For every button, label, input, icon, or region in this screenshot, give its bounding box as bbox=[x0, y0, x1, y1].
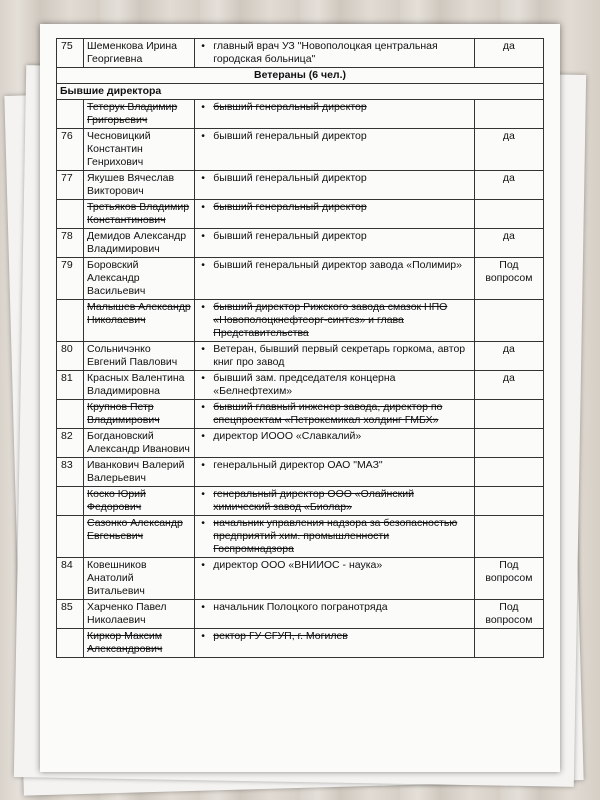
person-name: Демидов Александр Владимирович bbox=[87, 230, 187, 255]
subsection-row bbox=[57, 84, 544, 100]
row-number bbox=[57, 100, 84, 129]
invitation-status bbox=[474, 200, 543, 229]
invitation-status: да bbox=[474, 229, 543, 258]
invitation-status bbox=[474, 300, 543, 342]
person-name: Киркор Максим Александрович bbox=[87, 630, 163, 655]
position-cell bbox=[195, 229, 475, 258]
position-text: бывший генеральный директор bbox=[213, 230, 367, 242]
position-cell bbox=[195, 171, 475, 200]
position-cell bbox=[195, 487, 475, 516]
person-name-cell bbox=[84, 342, 195, 371]
bullet-icon: • bbox=[201, 259, 205, 271]
person-name: Третьяков Владимир Константинович bbox=[87, 201, 190, 226]
row-number: 78 bbox=[57, 229, 84, 258]
person-name-cell bbox=[84, 300, 195, 342]
bullet-item bbox=[198, 172, 471, 185]
invitation-status bbox=[474, 516, 543, 558]
position-text: генеральный директор ООО «Олайнский химический завод «Биолар» bbox=[213, 488, 414, 513]
bullet-icon: • bbox=[201, 201, 205, 213]
person-name-cell bbox=[84, 600, 195, 629]
position-text: бывший генеральный директор bbox=[213, 130, 367, 142]
position-cell bbox=[195, 458, 475, 487]
position-text: директор ООО «ВНИИОС - наука» bbox=[213, 559, 383, 571]
position-cell bbox=[195, 258, 475, 300]
section-title: Ветераны (6 чел.) bbox=[57, 68, 544, 84]
position-cell bbox=[195, 429, 475, 458]
person-name-cell bbox=[84, 200, 195, 229]
table-row bbox=[57, 371, 544, 400]
table-row bbox=[57, 229, 544, 258]
position-text: бывший генеральный директор завода «Полимир» bbox=[213, 259, 462, 271]
person-name: Богдановский Александр Иванович bbox=[87, 430, 190, 455]
invitation-status: да bbox=[474, 129, 543, 171]
guest-list-table bbox=[56, 38, 544, 658]
bullet-icon: • bbox=[201, 430, 205, 442]
person-name: Чесновицкий Константин Генрихович bbox=[87, 130, 151, 168]
position-cell bbox=[195, 400, 475, 429]
row-number: 79 bbox=[57, 258, 84, 300]
table-row bbox=[57, 429, 544, 458]
position-cell bbox=[195, 100, 475, 129]
bullet-icon: • bbox=[201, 301, 205, 313]
row-number: 82 bbox=[57, 429, 84, 458]
position-cell bbox=[195, 200, 475, 229]
invitation-status: да bbox=[474, 171, 543, 200]
bullet-item bbox=[198, 401, 471, 427]
table-row bbox=[57, 516, 544, 558]
row-number bbox=[57, 400, 84, 429]
bullet-item bbox=[198, 40, 471, 66]
table-row bbox=[57, 39, 544, 68]
person-name-cell bbox=[84, 458, 195, 487]
position-cell bbox=[195, 600, 475, 629]
row-number: 80 bbox=[57, 342, 84, 371]
invitation-status bbox=[474, 429, 543, 458]
table-row bbox=[57, 100, 544, 129]
invitation-status bbox=[474, 629, 543, 658]
invitation-status: Под вопросом bbox=[474, 258, 543, 300]
person-name: Ковешников Анатолий Витальевич bbox=[87, 559, 147, 597]
row-number bbox=[57, 516, 84, 558]
position-text: генеральный директор ОАО "МАЗ" bbox=[213, 459, 383, 471]
position-cell bbox=[195, 516, 475, 558]
table-row bbox=[57, 487, 544, 516]
bullet-item bbox=[198, 459, 471, 472]
person-name: Сазонко Александр Евгеньевич bbox=[87, 517, 183, 542]
person-name-cell bbox=[84, 229, 195, 258]
section-row bbox=[57, 68, 544, 84]
person-name-cell bbox=[84, 39, 195, 68]
bullet-item bbox=[198, 517, 471, 556]
invitation-status: да bbox=[474, 342, 543, 371]
bullet-item bbox=[198, 259, 471, 272]
position-text: главный врач УЗ "Новополоцкая центральная городская больница" bbox=[213, 40, 438, 65]
position-cell bbox=[195, 300, 475, 342]
person-name-cell bbox=[84, 171, 195, 200]
bullet-icon: • bbox=[201, 559, 205, 571]
table-row bbox=[57, 600, 544, 629]
person-name: Красных Валентина Владимировна bbox=[87, 372, 185, 397]
row-number: 81 bbox=[57, 371, 84, 400]
bullet-item bbox=[198, 559, 471, 572]
invitation-status: Под вопросом bbox=[474, 600, 543, 629]
bullet-item bbox=[198, 130, 471, 143]
person-name: Крупнов Петр Владимирович bbox=[87, 401, 160, 426]
position-text: бывший главный инженер завода, директор по спецпроектам «Петрокемикал холдинг ГМБХ» bbox=[213, 401, 443, 426]
bullet-item bbox=[198, 430, 471, 443]
table-row bbox=[57, 171, 544, 200]
table-row bbox=[57, 458, 544, 487]
row-number bbox=[57, 487, 84, 516]
bullet-icon: • bbox=[201, 401, 205, 413]
table-row bbox=[57, 400, 544, 429]
bullet-item bbox=[198, 301, 471, 340]
position-text: бывший генеральный директор bbox=[213, 172, 367, 184]
bullet-item bbox=[198, 101, 471, 114]
row-number: 84 bbox=[57, 558, 84, 600]
position-cell bbox=[195, 129, 475, 171]
person-name-cell bbox=[84, 100, 195, 129]
person-name-cell bbox=[84, 516, 195, 558]
bullet-icon: • bbox=[201, 343, 205, 355]
position-cell bbox=[195, 558, 475, 600]
row-number: 85 bbox=[57, 600, 84, 629]
row-number bbox=[57, 200, 84, 229]
person-name-cell bbox=[84, 558, 195, 600]
document-page bbox=[40, 24, 560, 772]
position-text: начальник Полоцкого погранотряда bbox=[213, 601, 388, 613]
invitation-status: Под вопросом bbox=[474, 558, 543, 600]
bullet-item bbox=[198, 601, 471, 614]
bullet-icon: • bbox=[201, 230, 205, 242]
position-cell bbox=[195, 342, 475, 371]
person-name: Шеменкова Ирина Георгиевна bbox=[87, 40, 178, 65]
person-name: Харченко Павел Николаевич bbox=[87, 601, 167, 626]
person-name: Иванкович Валерий Валерьевич bbox=[87, 459, 185, 484]
row-number: 76 bbox=[57, 129, 84, 171]
bullet-item bbox=[198, 201, 471, 214]
bullet-icon: • bbox=[201, 630, 205, 642]
position-text: бывший генеральный директор bbox=[213, 101, 367, 113]
person-name: Коско Юрий Федорович bbox=[87, 488, 146, 513]
subsection-title: Бывшие директора bbox=[57, 84, 544, 100]
invitation-status: да bbox=[474, 371, 543, 400]
table-row bbox=[57, 300, 544, 342]
position-text: Ветеран, бывший первый секретарь горкома, автор книг про завод bbox=[213, 343, 466, 368]
bullet-icon: • bbox=[201, 372, 205, 384]
position-text: директор ИООО «Славкалий» bbox=[213, 430, 362, 442]
table-row bbox=[57, 629, 544, 658]
position-cell bbox=[195, 371, 475, 400]
bullet-icon: • bbox=[201, 517, 205, 529]
position-text: бывший генеральный директор bbox=[213, 201, 367, 213]
person-name: Тетерук Владимир Григорьевич bbox=[87, 101, 178, 126]
person-name-cell bbox=[84, 258, 195, 300]
invitation-status bbox=[474, 400, 543, 429]
bullet-icon: • bbox=[201, 601, 205, 613]
row-number: 83 bbox=[57, 458, 84, 487]
person-name-cell bbox=[84, 400, 195, 429]
bullet-item bbox=[198, 343, 471, 369]
table-row bbox=[57, 342, 544, 371]
bullet-icon: • bbox=[201, 488, 205, 500]
position-text: бывший директор Рижского завода смазок НПО «Новополоцкнефтеорг-синтез» и глава Представительства bbox=[213, 301, 448, 339]
invitation-status bbox=[474, 487, 543, 516]
bullet-icon: • bbox=[201, 101, 205, 113]
person-name-cell bbox=[84, 429, 195, 458]
invitation-status bbox=[474, 100, 543, 129]
person-name-cell bbox=[84, 487, 195, 516]
position-text: начальник управления надзора за безопасностью предприятий хим. промышленности Госпромнадзора bbox=[213, 517, 458, 555]
bullet-icon: • bbox=[201, 40, 205, 52]
row-number bbox=[57, 629, 84, 658]
person-name: Боровский Александр Васильевич bbox=[87, 259, 146, 297]
person-name-cell bbox=[84, 629, 195, 658]
bullet-item bbox=[198, 630, 471, 643]
position-text: ректор ГУ СГУП, г. Могилев bbox=[213, 630, 348, 642]
table-row bbox=[57, 558, 544, 600]
person-name-cell bbox=[84, 129, 195, 171]
invitation-status: да bbox=[474, 39, 543, 68]
position-cell bbox=[195, 39, 475, 68]
position-text: бывший зам. председателя концерна «Белнефтехим» bbox=[213, 372, 396, 397]
person-name: Сольничэнко Евгений Павлович bbox=[87, 343, 178, 368]
person-name: Якушев Вячеслав Викторович bbox=[87, 172, 175, 197]
position-cell bbox=[195, 629, 475, 658]
row-number: 75 bbox=[57, 39, 84, 68]
bullet-item bbox=[198, 230, 471, 243]
bullet-item bbox=[198, 372, 471, 398]
bullet-icon: • bbox=[201, 459, 205, 471]
table-row bbox=[57, 200, 544, 229]
invitation-status bbox=[474, 458, 543, 487]
row-number bbox=[57, 300, 84, 342]
bullet-item bbox=[198, 488, 471, 514]
table-row bbox=[57, 129, 544, 171]
row-number: 77 bbox=[57, 171, 84, 200]
person-name-cell bbox=[84, 371, 195, 400]
bullet-icon: • bbox=[201, 130, 205, 142]
bullet-icon: • bbox=[201, 172, 205, 184]
table-row bbox=[57, 258, 544, 300]
person-name: Малышев Александр Николаевич bbox=[87, 301, 191, 326]
